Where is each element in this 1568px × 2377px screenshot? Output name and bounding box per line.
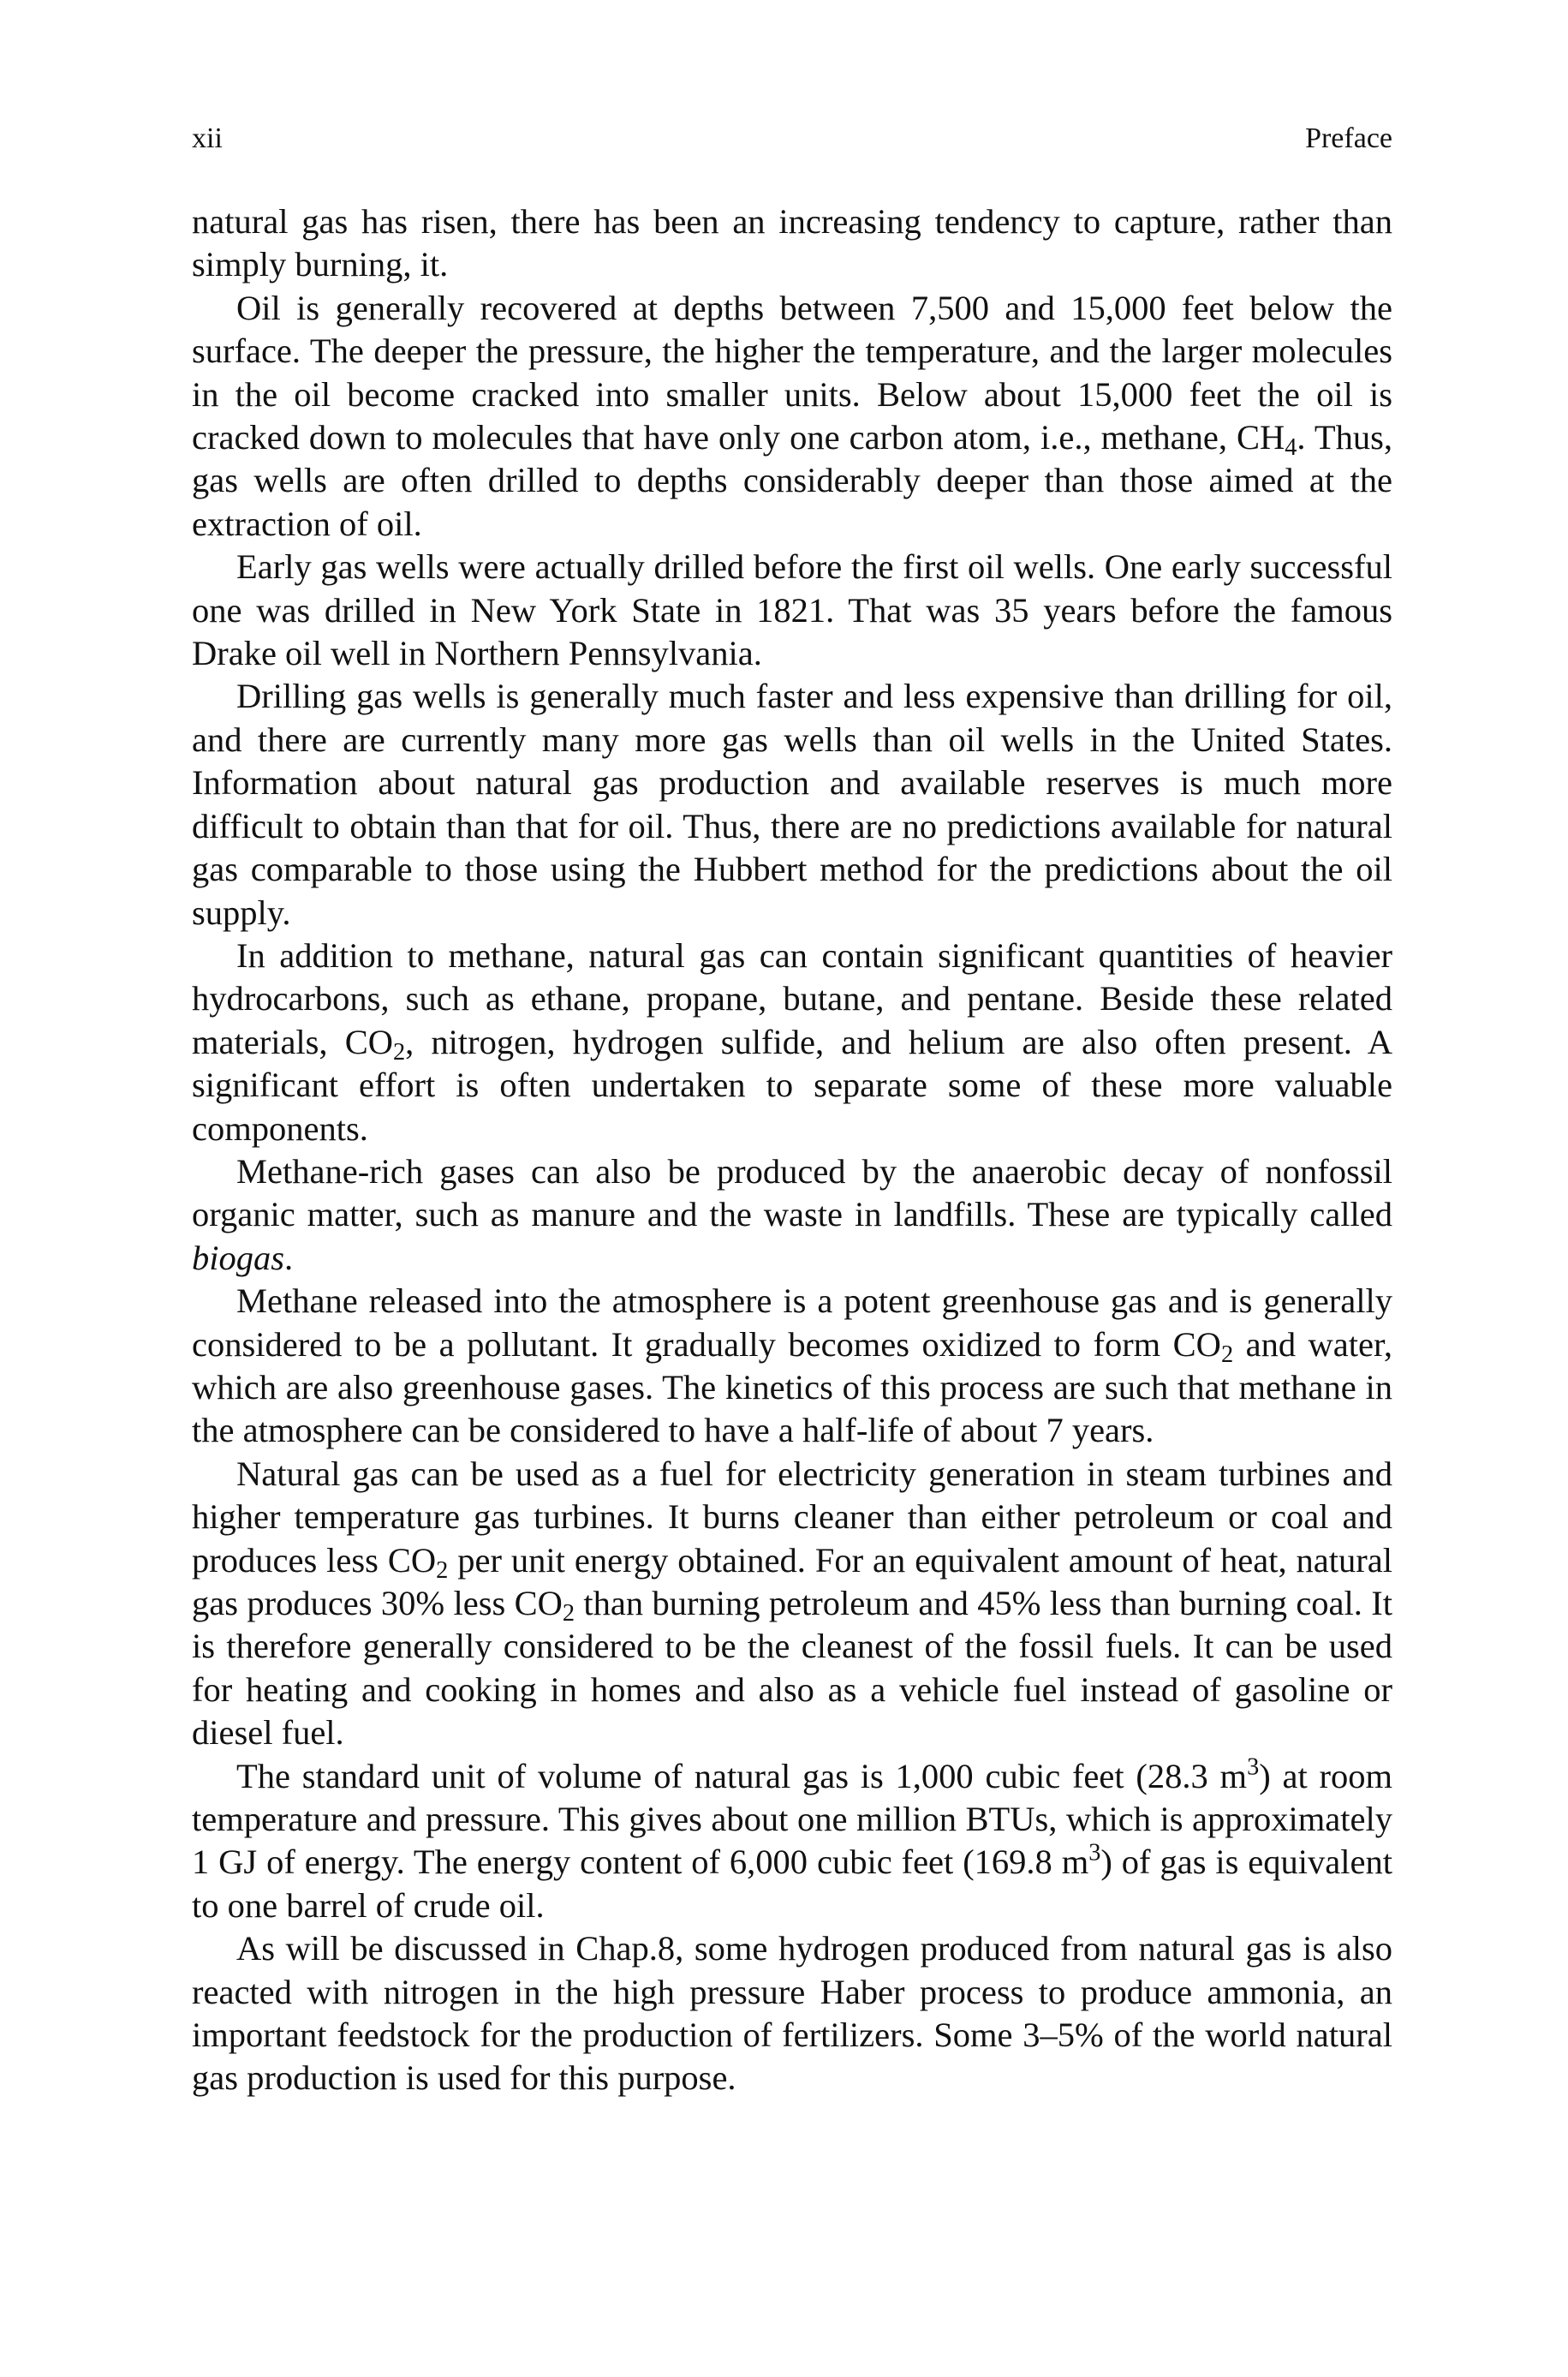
paragraph-text: per unit energy obtained. For an equivalent amount of heat, natural gas produces 30% less CO [192,1540,1392,1622]
paragraph-text: Methane-rich gases can also be produced by the anaerobic decay of nonfossil organic matter, such as manure and the waste in landfills. These are typically called [192,1151,1392,1234]
paragraph-text: and water, which are also greenhouse gases. The kinetics of this process are such that methane in the atmosphere can be considered to have a half-life of about 7 years. [192,1324,1393,1450]
paragraph-2 [192,287,1392,546]
emphasis: biogas [192,1238,285,1277]
subscript: 4 [1285,434,1297,462]
paragraph-text: As will be discussed in Chap.8, some hydrogen produced from natural gas is also reacted with nitrogen in the high pressure Haber process to produce ammonia, an important feedstock for the production of fertilizers. Some 3–5% of the world natural gas production is used for this purpose. [192,1929,1392,2098]
paragraph-10 [192,1927,1392,2100]
paragraph-4 [192,675,1392,934]
paragraph-text: than burning petroleum and 45% less than burning coal. It is therefore generally considered to be the cleanest of the fossil fuels. It can be used for heating and cooking in homes and also as a vehicle fuel instead of gasoline or diesel fuel. [192,1584,1392,1753]
paragraph-text: Oil is generally recovered at depths between 7,500 and 15,000 feet below the surface. The deeper the pressure, the higher the temperature, and the larger molecules in the oil become cracked into smaller units. Below about 15,000 feet the oil is cracked down to molecules that have only one carbon atom, i.e., methane, CH [192,288,1392,457]
paragraph-text: Drilling gas wells is generally much faster and less expensive than drilling for oil, and there are currently many more gas wells than oil wells in the United States. Information about natural gas production and available reserves is much more difficult to obtain than that for oil. Thus, there are no predictions available for natural gas comparable to those using the Hubbert method for the predictions about the oil supply. [192,677,1392,932]
superscript: 3 [1247,1753,1260,1781]
paragraph-text: Natural gas can be used as a fuel for electricity generation in steam turbines and higher temperature gas turbines. It burns cleaner than either petroleum or coal and produces less CO [192,1454,1392,1580]
paragraph-3 [192,546,1392,675]
running-head [192,122,1392,156]
paragraph-text: In addition to methane, natural gas can contain significant quantities of heavier hydrocarbons, such as ethane, propane, butane, and pentane. Beside these related materials, CO [192,935,1392,1061]
paragraph-8 [192,1453,1392,1755]
body-text [192,200,1392,2100]
paragraph-text: natural gas has risen, there has been an increasing tendency to capture, rather than simply burning, it. [192,202,1392,284]
paragraph-6 [192,1150,1392,1280]
paragraph-5 [192,935,1392,1150]
paragraph-9 [192,1755,1392,1928]
paragraph-text: ) at room temperature and pressure. This gives about one million BTUs, which is approximately 1 GJ of energy. The energy content of 6,000 cubic feet (169.8 m [192,1756,1392,1882]
paragraph-text: ) of gas is equivalent to one barrel of crude oil. [192,1842,1392,1925]
subscript: 2 [436,1556,449,1584]
subscript: 2 [392,1038,406,1066]
paragraph-text: , nitrogen, hydrogen sulfide, and helium are also often present. A significant effort is often undertaken to separate some of these more valuable components. [192,1022,1392,1148]
paragraph-1 [192,200,1392,287]
page-number: xii [192,122,223,154]
paragraph-text: The standard unit of volume of natural gas is 1,000 cubic feet (28.3 m [236,1756,1248,1795]
superscript: 3 [1088,1839,1101,1866]
subscript: 2 [562,1600,575,1627]
paragraph-text: . [284,1238,294,1277]
subscript: 2 [1220,1341,1234,1368]
paragraph-text: Early gas wells were actually drilled before the first oil wells. One early successful one was drilled in New York State in 1821. That was 35 years before the famous Drake oil well in Northern Pennsylvania. [192,547,1392,673]
paragraph-text: . Thus, gas wells are often drilled to depths considerably deeper than those aimed at the extraction of oil. [192,418,1392,543]
running-head-title: Preface [1305,122,1392,154]
paragraph-text: Methane released into the atmosphere is a potent greenhouse gas and is generally considered to be a pollutant. It gradually becomes oxidized to form CO [192,1281,1392,1364]
paragraph-7 [192,1280,1392,1453]
